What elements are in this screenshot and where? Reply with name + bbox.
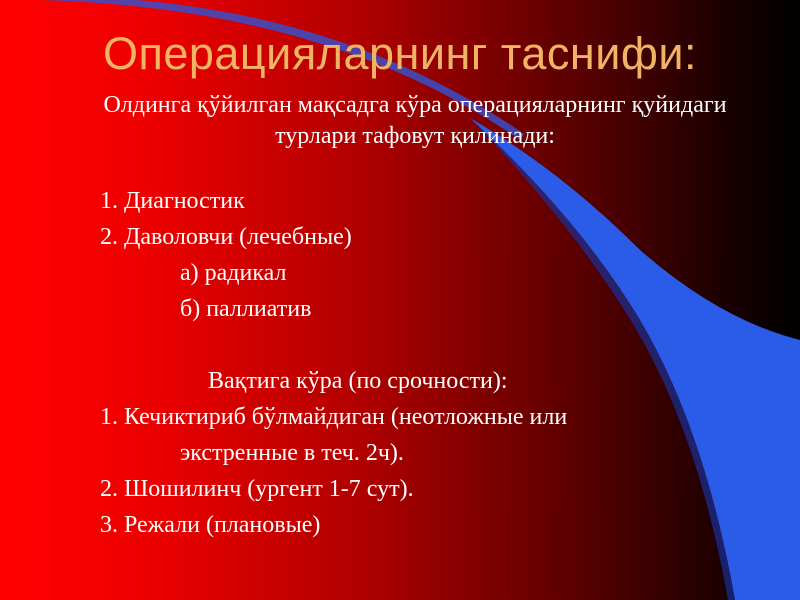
purpose-item-therapeutic: 2. Даволовчи (лечебные): [100, 224, 352, 250]
intro-text: Олдинга қўйилган мақсадга кўра операцияларнинг қуйидаги турлари тафовут қилинади:: [103, 92, 727, 149]
purpose-subitem-radical: а) радикал: [180, 260, 287, 286]
urgency-heading: Вақтига кўра (по срочности):: [208, 368, 508, 394]
blue-swoosh: [470, 118, 800, 600]
urgency-item-emergency: 1. Кечиктириб бўлмайдиган (неотложные или: [100, 404, 568, 430]
urgency-item-urgent: 2. Шошилинч (ургент 1-7 сут).: [100, 476, 414, 502]
urgency-item-planned: 3. Режали (плановые): [100, 512, 321, 538]
purpose-item-diagnostic: 1. Диагностик: [100, 188, 245, 214]
slide-title: Операцияларнинг таснифи:: [102, 28, 698, 79]
urgency-item-emergency-cont: экстренные в теч. 2ч).: [180, 440, 404, 466]
purpose-subitem-palliative: б) паллиатив: [180, 296, 312, 322]
